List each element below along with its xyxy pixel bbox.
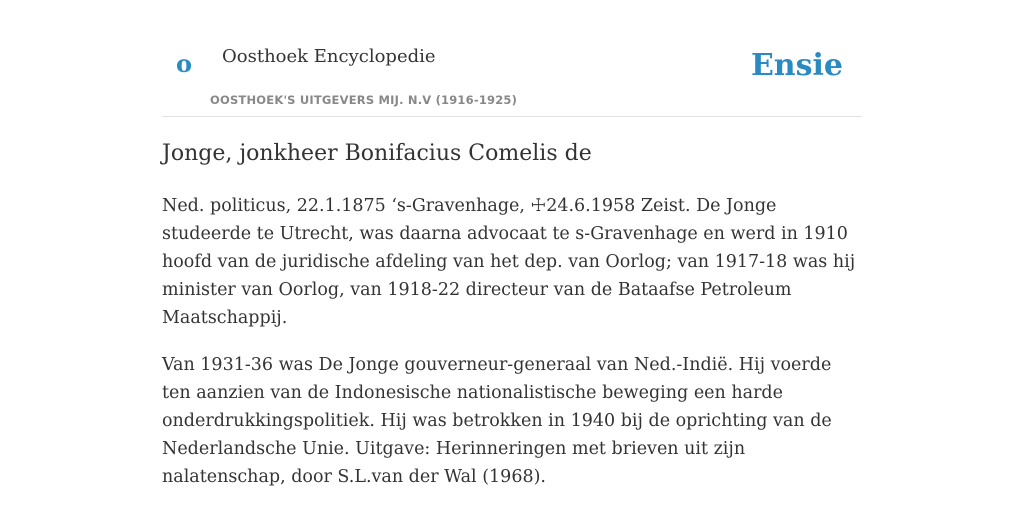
ensie-logo-link[interactable]: Ensie [750, 48, 843, 83]
article-body [162, 192, 862, 510]
publication-header [162, 0, 862, 117]
article-paragraph: Van 1931-36 was De Jonge gouverneur-generaal van Ned.-Indië. Hij voerde ten aanzien van de Indonesische nationalistische beweging een harde onderdrukkingspolitiek. Hij was betrokken in 1940 bij de oprichting van de Nederlandsche Unie. Uitgave: Herinneringen met brieven uit zijn nalatenschap, door S.L.van der Wal (1968). [162, 355, 832, 487]
publication-title[interactable]: Oosthoek Encyclopedie [222, 46, 436, 67]
article-paragraph: Ned. politicus, 22.1.1875 ‘s-Gravenhage, ☩24.6.1958 Zeist. De Jonge studeerde te Utrecht, was daarna advocaat te s-Gravenhage en werd in 1910 hoofd van de juridische afdeling van het dep. van Oorlog; van 1917-18 was hij minister van Oorlog, van 1918-22 directeur van de Bataafse Petroleum Maatschappij. [162, 196, 856, 328]
publication-logo: o [176, 49, 193, 78]
publisher-label: OOSTHOEK'S UITGEVERS MIJ. N.V (1916-1925) [210, 93, 518, 107]
article-title: Jonge, jonkheer Bonifacius Comelis de [162, 141, 592, 166]
